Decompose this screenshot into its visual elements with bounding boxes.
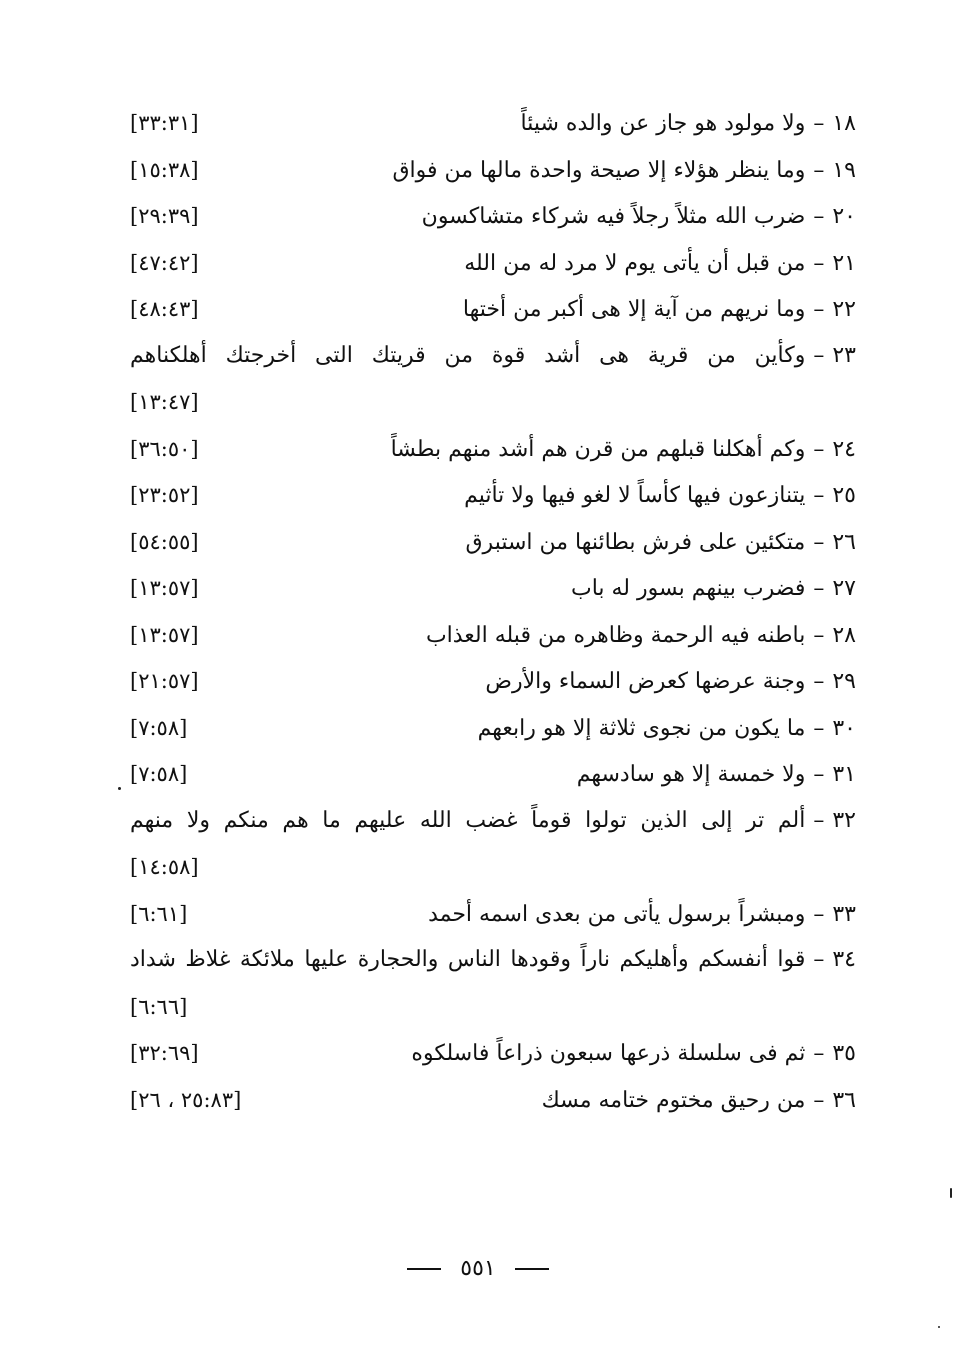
entry-row bbox=[130, 891, 856, 938]
entry-text bbox=[130, 798, 856, 845]
entry-number: ٢٠ bbox=[832, 204, 856, 229]
entry-reference-row bbox=[130, 379, 856, 426]
entry-row bbox=[130, 472, 856, 519]
entry-verse-text: ما يكون من نجوى ثلاثة إلا هو رابعهم bbox=[477, 715, 806, 741]
entry-reference: [٢٥:٨٣ ، ٢٦] bbox=[130, 1087, 242, 1112]
entry-verse-text: فضرب بينهم بسور له باب bbox=[570, 576, 806, 601]
entry-row bbox=[130, 240, 856, 287]
entry-number: ١٨ bbox=[832, 111, 856, 136]
entry-row bbox=[130, 333, 856, 380]
entry-row bbox=[130, 658, 856, 705]
entry-verse-text: وجنة عرضها كعرض السماء والأرض bbox=[485, 669, 806, 694]
entry-separator: – bbox=[813, 622, 825, 648]
entry-reference: [١٣:٥٧] bbox=[130, 576, 199, 600]
entry-reference: [٢٣:٥٢] bbox=[130, 483, 199, 507]
entry-text bbox=[428, 892, 856, 939]
entry-row bbox=[130, 519, 856, 566]
entry-reference: [٣٣:٣١] bbox=[130, 111, 199, 135]
page-footer bbox=[0, 1256, 956, 1281]
entry-separator: – bbox=[813, 1087, 825, 1113]
entry-verse-text: ومبشراً برسول يأتى من بعدى اسمه أحمد bbox=[428, 901, 806, 927]
entry-separator: – bbox=[813, 715, 825, 741]
entry-verse-text: متكئين على فرش بطائنها من استبرق bbox=[465, 529, 806, 555]
entry-verse-text: ثم فى سلسلة ذرعها سبعون ذراعاً فاسلكوه bbox=[411, 1041, 806, 1066]
entry-separator: – bbox=[813, 204, 825, 229]
entry-verse-text: ولا مولود هو جاز عن والده شيئاً bbox=[520, 111, 806, 136]
entry-reference: [١٣:٤٧] bbox=[130, 390, 199, 414]
entry-number: ٢٨ bbox=[832, 622, 856, 648]
entry-number: ٣٤ bbox=[832, 947, 856, 972]
entry-text bbox=[463, 287, 856, 334]
entry-separator: – bbox=[813, 1041, 825, 1066]
entry-verse-text: ضرب الله مثلاً رجلاً فيه شركاء متشاكسون bbox=[421, 204, 806, 229]
entry-verse-text: وما ينظر هؤلاء إلا صيحة واحدة مالها من فواق bbox=[392, 157, 806, 183]
entry-number: ٢٣ bbox=[832, 342, 856, 368]
entry-number: ٢٧ bbox=[832, 576, 856, 601]
entry-text bbox=[577, 752, 856, 799]
entry-reference: [١٣:٥٧] bbox=[130, 622, 199, 647]
entry-text bbox=[391, 427, 856, 474]
entry-text bbox=[422, 194, 856, 241]
entry-verse-text: قوا أنفسكم وأهليكم ناراً وقودها الناس والحجارة عليها ملائكة غلاظ شداد bbox=[130, 947, 806, 972]
footer-dash-left bbox=[407, 1268, 441, 1270]
entry-number: ٢٥ bbox=[832, 483, 856, 508]
entry-reference: [٣٦:٥٠] bbox=[130, 436, 199, 461]
entry-separator: – bbox=[813, 901, 825, 927]
entry-text bbox=[392, 148, 856, 195]
entry-separator: – bbox=[813, 297, 825, 322]
entry-number: ٢٦ bbox=[832, 529, 856, 555]
entry-reference: [٤٧:٤٢] bbox=[130, 250, 199, 275]
entry-row bbox=[130, 147, 856, 194]
entry-separator: – bbox=[813, 529, 825, 555]
entry-number: ٣٣ bbox=[832, 901, 856, 927]
entry-row bbox=[130, 798, 856, 845]
entry-separator: – bbox=[813, 483, 825, 508]
entry-reference: [٦:٦٦] bbox=[130, 994, 188, 1019]
entry-row bbox=[130, 193, 856, 240]
entry-reference-row bbox=[130, 984, 856, 1031]
entry-number: ٢٢ bbox=[832, 297, 856, 322]
scan-speck bbox=[938, 1326, 940, 1328]
entry-text bbox=[521, 101, 856, 148]
entry-number: ٣٢ bbox=[832, 807, 856, 833]
entry-verse-text: باطنه فيه الرحمة وظاهره من قبله العذاب bbox=[425, 622, 806, 648]
entry-text bbox=[571, 566, 856, 613]
entry-verse-text: ألم تر إلى الذين تولوا قوماً غضب الله عليهم ما هم منكم ولا منهم bbox=[130, 807, 806, 833]
entry-separator: – bbox=[813, 250, 825, 276]
entry-separator: – bbox=[813, 947, 825, 972]
entry-row bbox=[130, 426, 856, 473]
footer-dash-right bbox=[515, 1268, 549, 1270]
entry-text bbox=[464, 241, 856, 288]
entry-number: ٢٩ bbox=[832, 669, 856, 694]
entry-reference: [٣٢:٦٩] bbox=[130, 1041, 199, 1065]
entry-reference: [٤٨:٤٣] bbox=[130, 297, 199, 321]
entry-text bbox=[485, 659, 856, 706]
entry-text bbox=[542, 1078, 856, 1125]
scan-speck bbox=[118, 787, 121, 790]
page-number: ٥٥١ bbox=[460, 1256, 496, 1281]
entry-verse-text: ولا خمسة إلا هو سادسهم bbox=[576, 762, 806, 787]
entry-number: ٣٦ bbox=[832, 1087, 856, 1113]
entry-row bbox=[130, 1077, 856, 1124]
entry-text bbox=[465, 520, 856, 567]
entry-row bbox=[130, 1030, 856, 1077]
entry-verse-text: وكم أهكلنا قبلهم من قرن هم أشد منهم بطشاً bbox=[390, 436, 806, 462]
entry-row bbox=[130, 565, 856, 612]
entry-reference: [٥٤:٥٥] bbox=[130, 529, 199, 554]
entry-row bbox=[130, 705, 856, 752]
entry-verse-text: وكأين من قرية هى أشد قوة من قريتك التى أخرجتك أهلكناهم bbox=[130, 342, 806, 368]
entry-verse-text: من قبل أن يأتى يوم لا مرد له من الله bbox=[464, 250, 806, 276]
entry-number: ٣٥ bbox=[832, 1041, 856, 1066]
entry-text bbox=[130, 333, 856, 380]
entry-separator: – bbox=[813, 342, 825, 368]
entry-separator: – bbox=[813, 762, 825, 787]
entry-reference: [٢٩:٣٩] bbox=[130, 204, 199, 228]
entry-verse-text: وما نريهم من آية إلا هى أكبر من أختها bbox=[462, 297, 806, 322]
entry-reference: [٦:٦١] bbox=[130, 901, 188, 926]
entry-separator: – bbox=[813, 669, 825, 694]
entry-number: ٢١ bbox=[832, 250, 856, 276]
entry-separator: – bbox=[813, 576, 825, 601]
entry-text bbox=[426, 613, 856, 660]
entry-text bbox=[411, 1031, 856, 1078]
entry-separator: – bbox=[813, 157, 825, 183]
entry-number: ٢٤ bbox=[832, 436, 856, 462]
entry-row bbox=[130, 751, 856, 798]
entry-number: ٣١ bbox=[832, 762, 856, 787]
entry-separator: – bbox=[813, 111, 825, 136]
entry-row bbox=[130, 286, 856, 333]
entry-row bbox=[130, 937, 856, 984]
entry-text bbox=[130, 937, 856, 984]
entry-reference: [٧:٥٨] bbox=[130, 715, 188, 740]
entry-reference-row bbox=[130, 844, 856, 891]
entry-reference: [١٤:٥٨] bbox=[130, 855, 199, 879]
entry-list bbox=[130, 100, 856, 1123]
entry-number: ٣٠ bbox=[832, 715, 856, 741]
entry-verse-text: يتنازعون فيها كأساً لا لغو فيها ولا تأثيم bbox=[464, 483, 806, 508]
entry-row bbox=[130, 612, 856, 659]
entry-reference: [٢١:٥٧] bbox=[130, 669, 199, 693]
entry-reference: [٧:٥٨] bbox=[130, 762, 188, 786]
entry-text bbox=[478, 706, 856, 753]
entry-reference: [١٥:٣٨] bbox=[130, 157, 199, 182]
entry-number: ١٩ bbox=[832, 157, 856, 183]
entry-separator: – bbox=[813, 807, 825, 833]
entry-verse-text: من رحيق مختوم ختامه مسك bbox=[541, 1087, 806, 1113]
entry-text bbox=[464, 473, 856, 520]
entry-row bbox=[130, 100, 856, 147]
scan-speck bbox=[950, 1188, 952, 1198]
entry-separator: – bbox=[813, 436, 825, 462]
